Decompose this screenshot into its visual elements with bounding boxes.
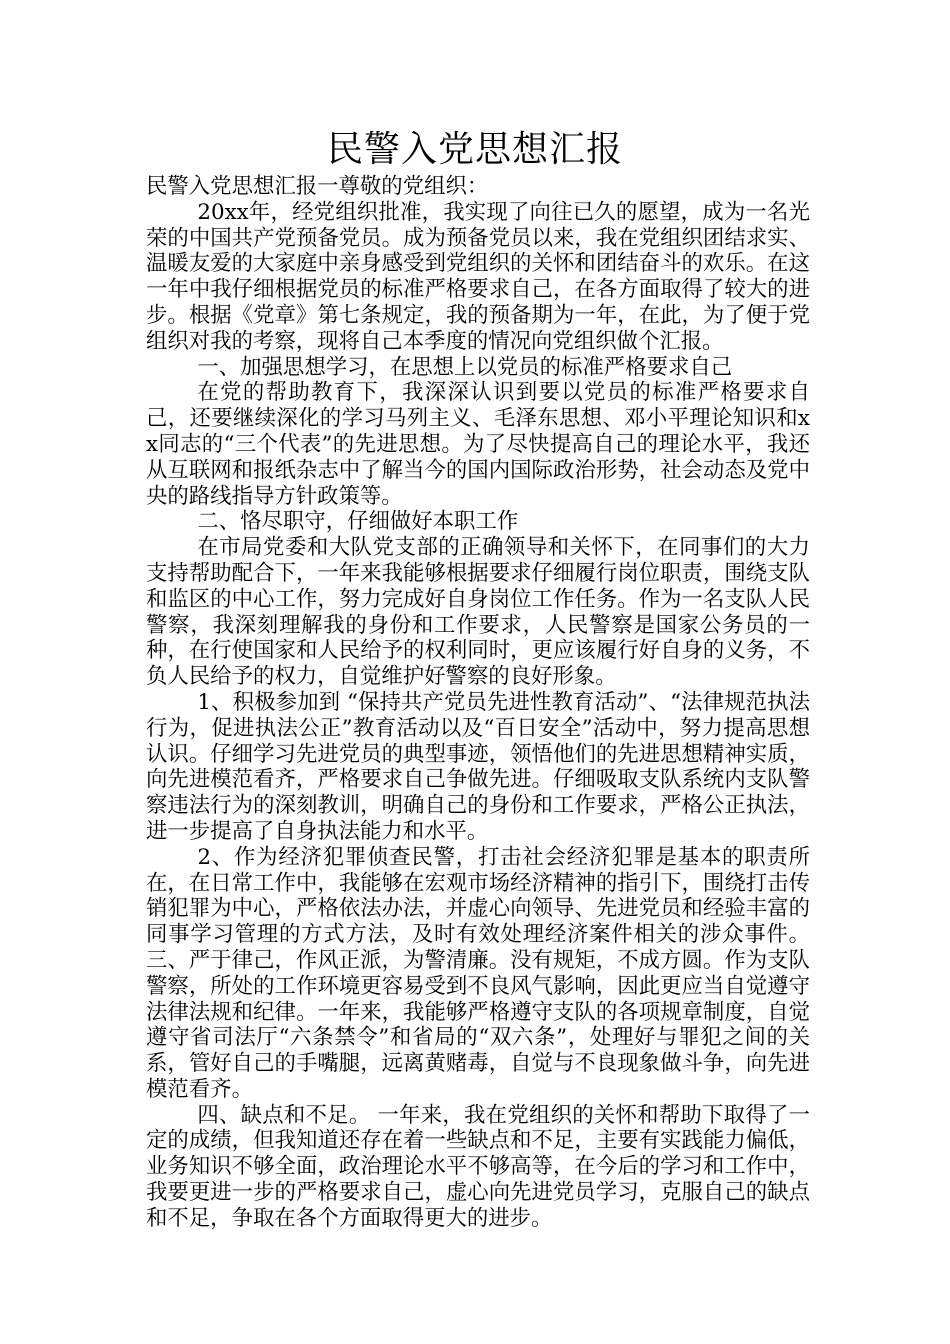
item-2-paragraph: 2、作为经济犯罪侦查民警，打击社会经济犯罪是基本的职责所在，在日常工作中，我能够在宏观市场经济精神的指引下，围绕打击传销犯罪为中心，严格依法办法，并虚心向领导、先进党员和经验丰富的同事学习管理的方式方法，及时有效处理经济案件相关的涉众事件。 三、严于律己，作风正派，为警清廉。没有规矩，不成方圆。作为支队警察，所处的工作环境更容易受到不良风气影响，因此更应当自觉遵守法律法规和纪律。一年来，我能够严格遵守支队的各项规章制度，自觉遵守省司法厅“六条禁令”和省局的“双六条”，处理好与罪犯之间的关系，管好自己的手嘴腿，远离黄赌毒，自觉与不良现象做斗争，向先进模范看齐。 bbox=[146, 844, 810, 1102]
section-1-paragraph: 在党的帮助教育下，我深深认识到要以党员的标准严格要求自己，还要继续深化的学习马列主义、毛泽东思想、邓小平理论知识和xx同志的“三个代表”的先进思想。为了尽快提高自己的理论水平，我还从互联网和报纸杂志中了解当今的国内国际政治形势，社会动态及党中央的路线指导方针政策等。 bbox=[146, 380, 810, 509]
section-2-paragraph: 在市局党委和大队党支部的正确领导和关怀下，在同事们的大力支持帮助配合下，一年来我能够根据要求仔细履行岗位职责，围绕支队和监区的中心工作，努力完成好自身岗位工作任务。作为一名支队人民警察，我深刻理解我的身份和工作要求，人民警察是国家公务员的一种，在行使国家和人民给予的权利同时，更应该履行好自身的义务，不负人民给予的权力，自觉维护好警察的良好形象。 bbox=[146, 535, 810, 690]
salutation-paragraph: 民警入党思想汇报一尊敬的党组织： bbox=[146, 174, 489, 199]
document-title: 民警入党思想汇报 bbox=[326, 129, 623, 170]
item-1-paragraph: 1、积极参加到 “保持共产党员先进性教育活动”、“法律规范执法行为，促进执法公正”教育活动以及“百日安全”活动中，努力提高思想认识。仔细学习先进党员的典型事迹，领悟他们的先进思想精神实质，向先进模范看齐，严格要求自己争做先进。仔细吸取支队系统内支队警察违法行为的深刻教训，明确自己的身份和工作要求，严格公正执法，进一步提高了自身执法能力和水平。 bbox=[146, 689, 810, 844]
intro-paragraph: 20xx年，经党组织批准，我实现了向往已久的愿望，成为一名光荣的中国共产党预备党员。成为预备党员以来，我在党组织团结求实、温暖友爱的大家庭中亲身感受到党组织的关怀和团结奋斗的欢乐。在这一年中我仔细根据党员的标准严格要求自己，在各方面取得了较大的进步。根据《党章》第七条规定，我的预备期为一年，在此，为了便于党组织对我的考察，现将自己本季度的情况向党组织做个汇报。 bbox=[146, 199, 810, 354]
section-heading-2: 二、恪尽职守，仔细做好本职工作 bbox=[197, 509, 519, 535]
section-4-paragraph: 四、缺点和不足。 一年来，我在党组织的关怀和帮助下取得了一定的成绩，但我知道还存在着一些缺点和不足，主要有实践能力偏低，业务知识不够全面，政治理论水平不够高等，在今后的学习和工作中，我要更进一步的严格要求自己，虚心向先进党员学习，克服自己的缺点和不足，争取在各个方面取得更大的进步。 bbox=[146, 1102, 810, 1231]
section-heading-1: 一、加强思想学习，在思想上以党员的标准严格要求自己 bbox=[197, 354, 733, 380]
document-body bbox=[146, 174, 810, 1232]
